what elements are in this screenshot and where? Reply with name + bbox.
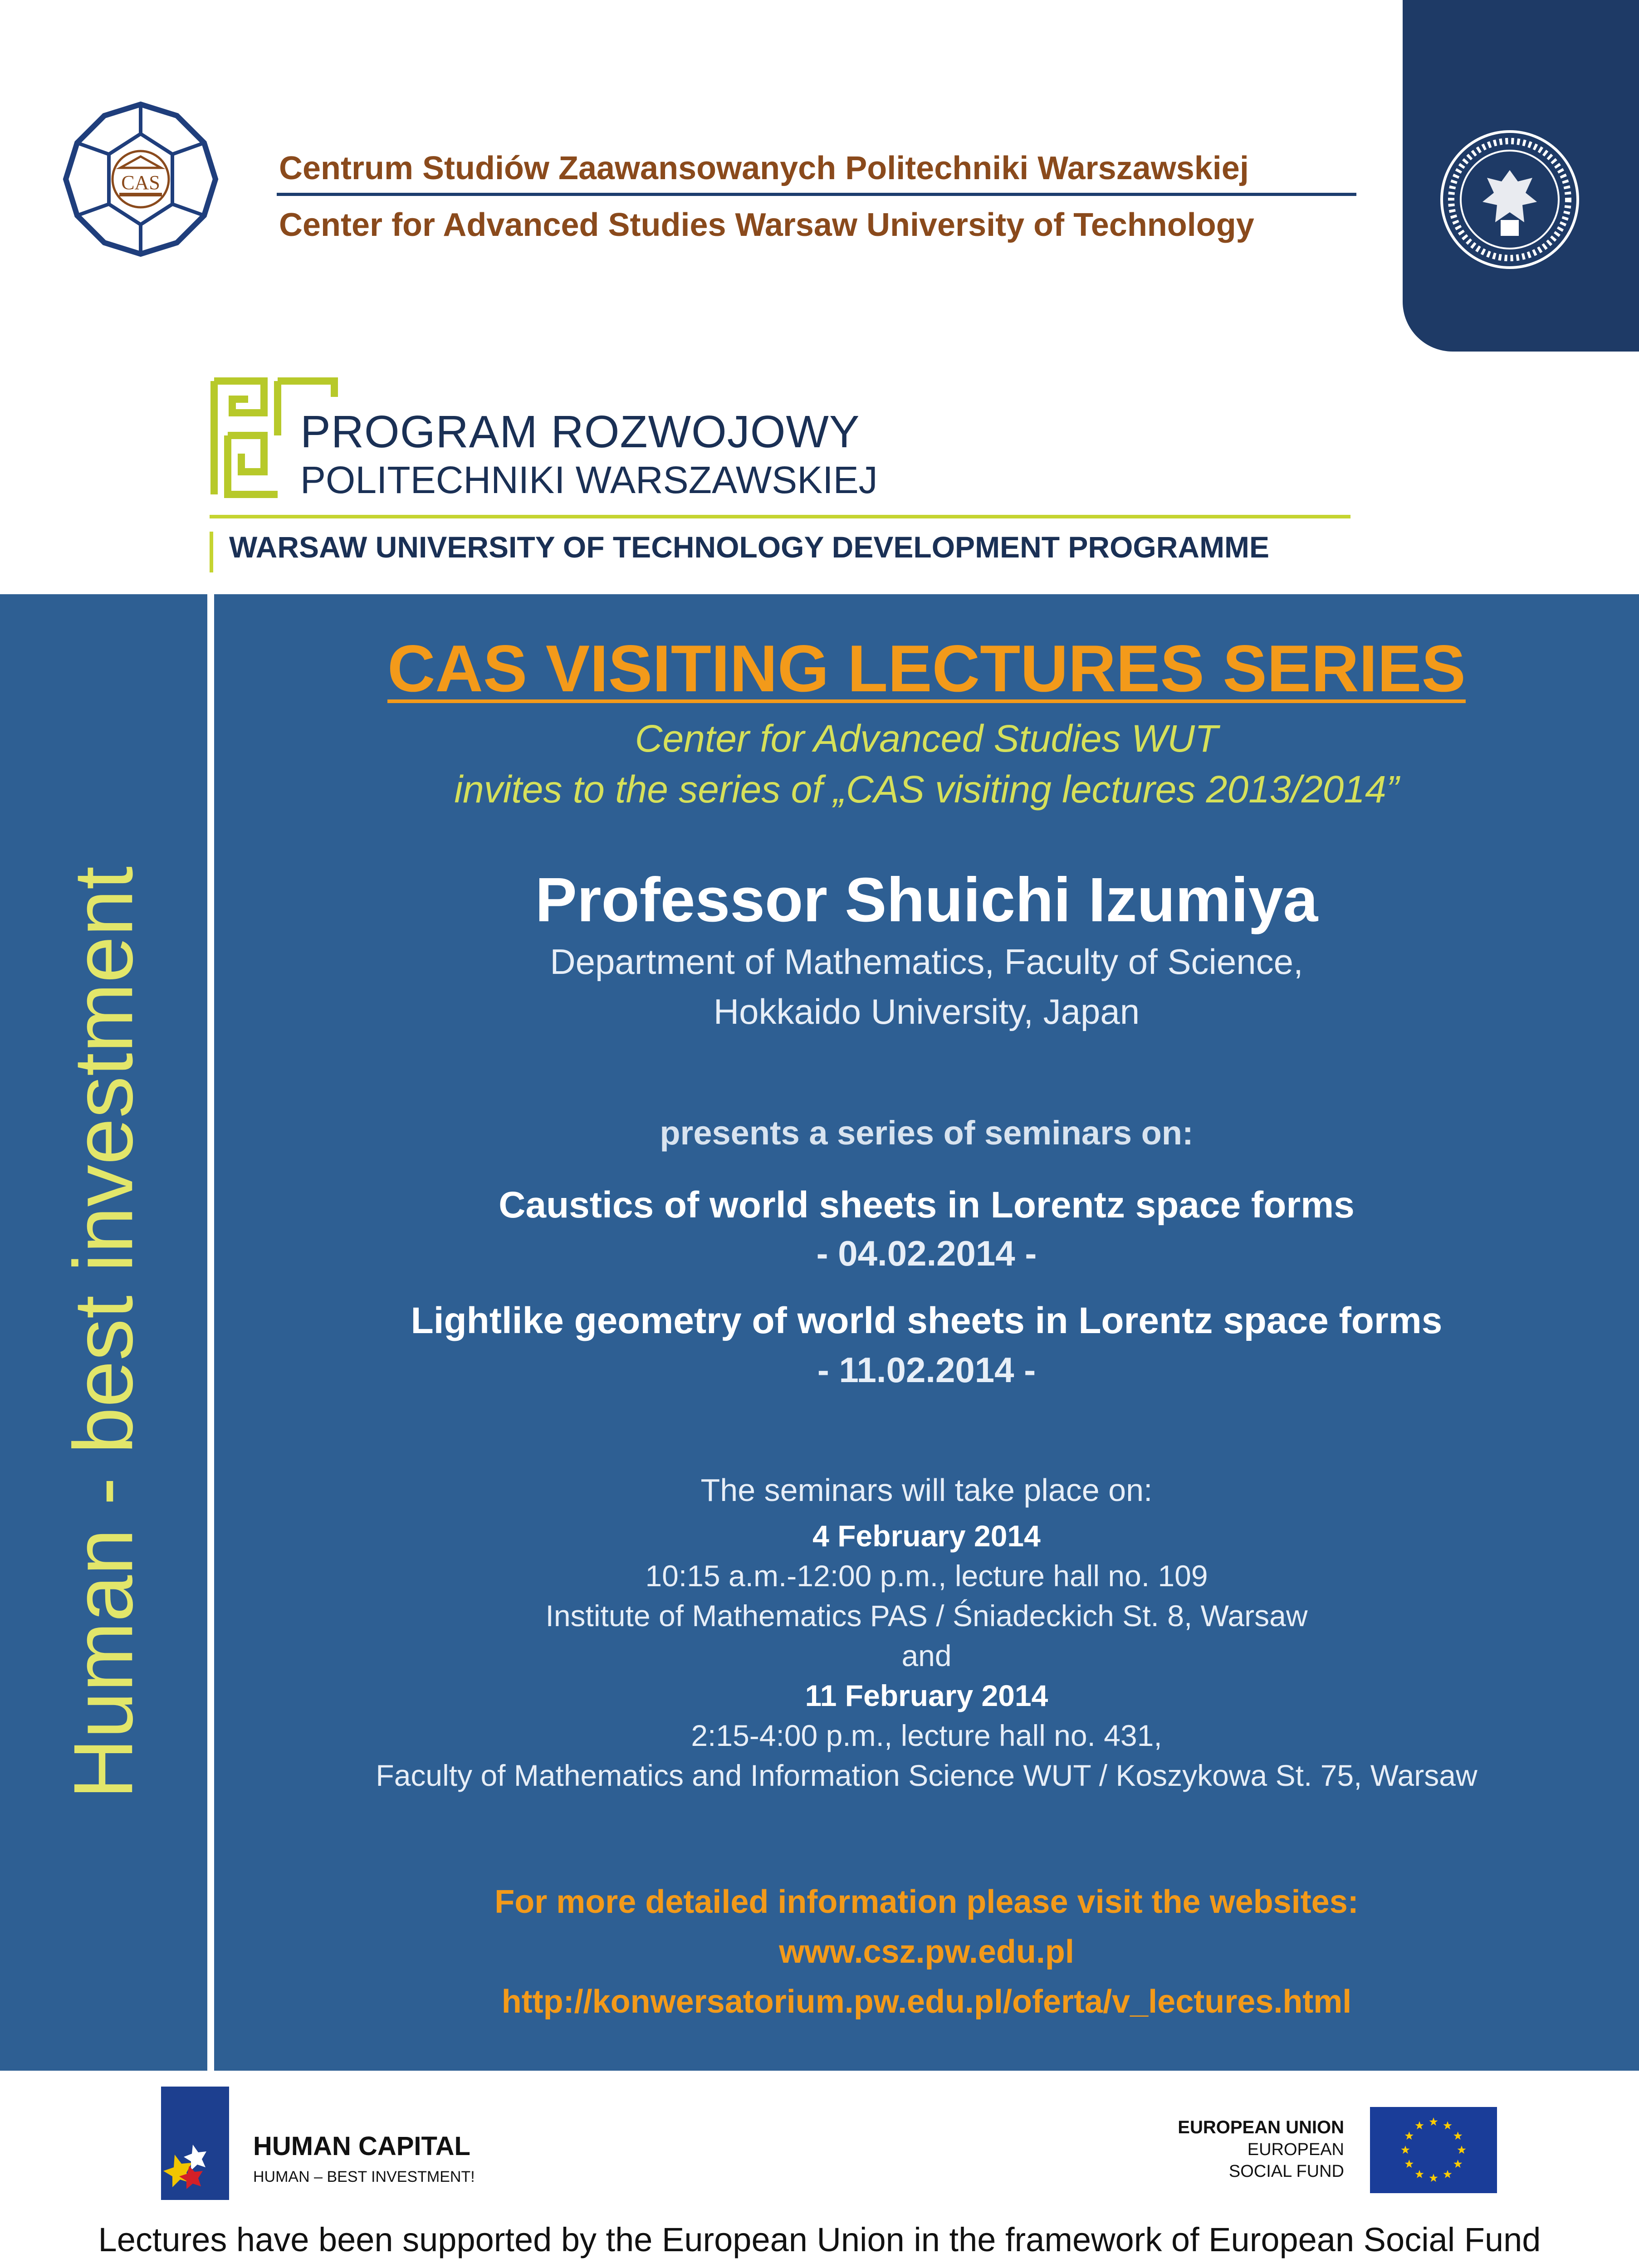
seminar-2-title: Lightlike geometry of world sheets in Lorentz space forms (411, 1300, 1443, 1341)
session-a-time: 10:15 a.m.-12:00 p.m., lecture hall no. 109 (645, 1559, 1208, 1593)
sidebar-slogan: Human - best investment (57, 866, 151, 1799)
affiliation-line-1: Department of Mathematics, Faculty of Science, (550, 942, 1303, 982)
presents-text: presents a series of seminars on: (660, 1114, 1194, 1152)
seminar-2-date: - 11.02.2014 - (817, 1350, 1036, 1390)
eu-text-block (1178, 2116, 1344, 2182)
series-title (214, 631, 1639, 707)
eu-line-1: EUROPEAN UNION (1178, 2117, 1344, 2137)
session-a-date: 4 February 2014 (812, 1519, 1041, 1553)
human-capital-subtitle: HUMAN – BEST INVESTMENT! (253, 2168, 475, 2185)
program-divider-tick (210, 532, 213, 572)
session-b-location: Faculty of Mathematics and Information Science WUT / Koszykowa St. 75, Warsaw (376, 1759, 1478, 1792)
speaker-name: Professor Shuichi Izumiya (535, 865, 1318, 935)
series-title-text: CAS VISITING LECTURES SERIES (387, 631, 1466, 705)
program-divider (210, 515, 1350, 518)
invite-line-1: Center for Advanced Studies WUT (635, 717, 1218, 760)
session-b-date: 11 February 2014 (805, 1679, 1048, 1712)
program-title-line1: PROGRAM ROZWOJOWY (300, 406, 860, 457)
invite-line-2: invites to the series of „CAS visiting lectures 2013/2014” (454, 768, 1399, 811)
schedule-intro: The seminars will take place on: (700, 1472, 1153, 1508)
schedule-and: and (901, 1639, 952, 1672)
info-heading: For more detailed information please visit the websites: (494, 1884, 1359, 1920)
sidebar-slogan-wrap (0, 594, 207, 2071)
cas-logo-text: CAS (121, 171, 160, 194)
seminar-1-title: Caustics of world sheets in Lorentz space forms (499, 1184, 1355, 1226)
university-seal-icon (1437, 127, 1582, 272)
center-name-polish: Centrum Studiów Zaawansowanych Politechniki Warszawskiej (279, 150, 1249, 186)
cas-logo (61, 100, 220, 259)
eu-line-3: SOCIAL FUND (1228, 2162, 1344, 2181)
website-link-1[interactable]: www.csz.pw.edu.pl (779, 1934, 1074, 1970)
program-subtitle: WARSAW UNIVERSITY OF TECHNOLOGY DEVELOPMENT PROGRAMME (229, 530, 1270, 564)
seminar-1-date: - 04.02.2014 - (816, 1233, 1037, 1273)
header-divider (277, 193, 1356, 196)
session-b-time: 2:15-4:00 p.m., lecture hall no. 431, (691, 1719, 1162, 1752)
website-link-2[interactable]: http://konwersatorium.pw.edu.pl/oferta/v_lectures.html (501, 1984, 1352, 2020)
eu-flag-icon (1370, 2107, 1497, 2193)
program-title-line2: POLITECHNIKI WARSZAWSKIEJ (300, 459, 878, 501)
human-capital-title: HUMAN CAPITAL (253, 2131, 470, 2161)
eu-line-2: EUROPEAN (1247, 2140, 1344, 2159)
center-name-english: Center for Advanced Studies Warsaw University of Technology (279, 207, 1254, 243)
session-a-location: Institute of Mathematics PAS / Śniadeckich St. 8, Warsaw (545, 1599, 1308, 1633)
human-capital-logo-icon (147, 2087, 231, 2204)
affiliation-line-2: Hokkaido University, Japan (713, 992, 1140, 1031)
footer-note: Lectures have been supported by the European Union in the framework of European Social Fund (98, 2221, 1541, 2258)
